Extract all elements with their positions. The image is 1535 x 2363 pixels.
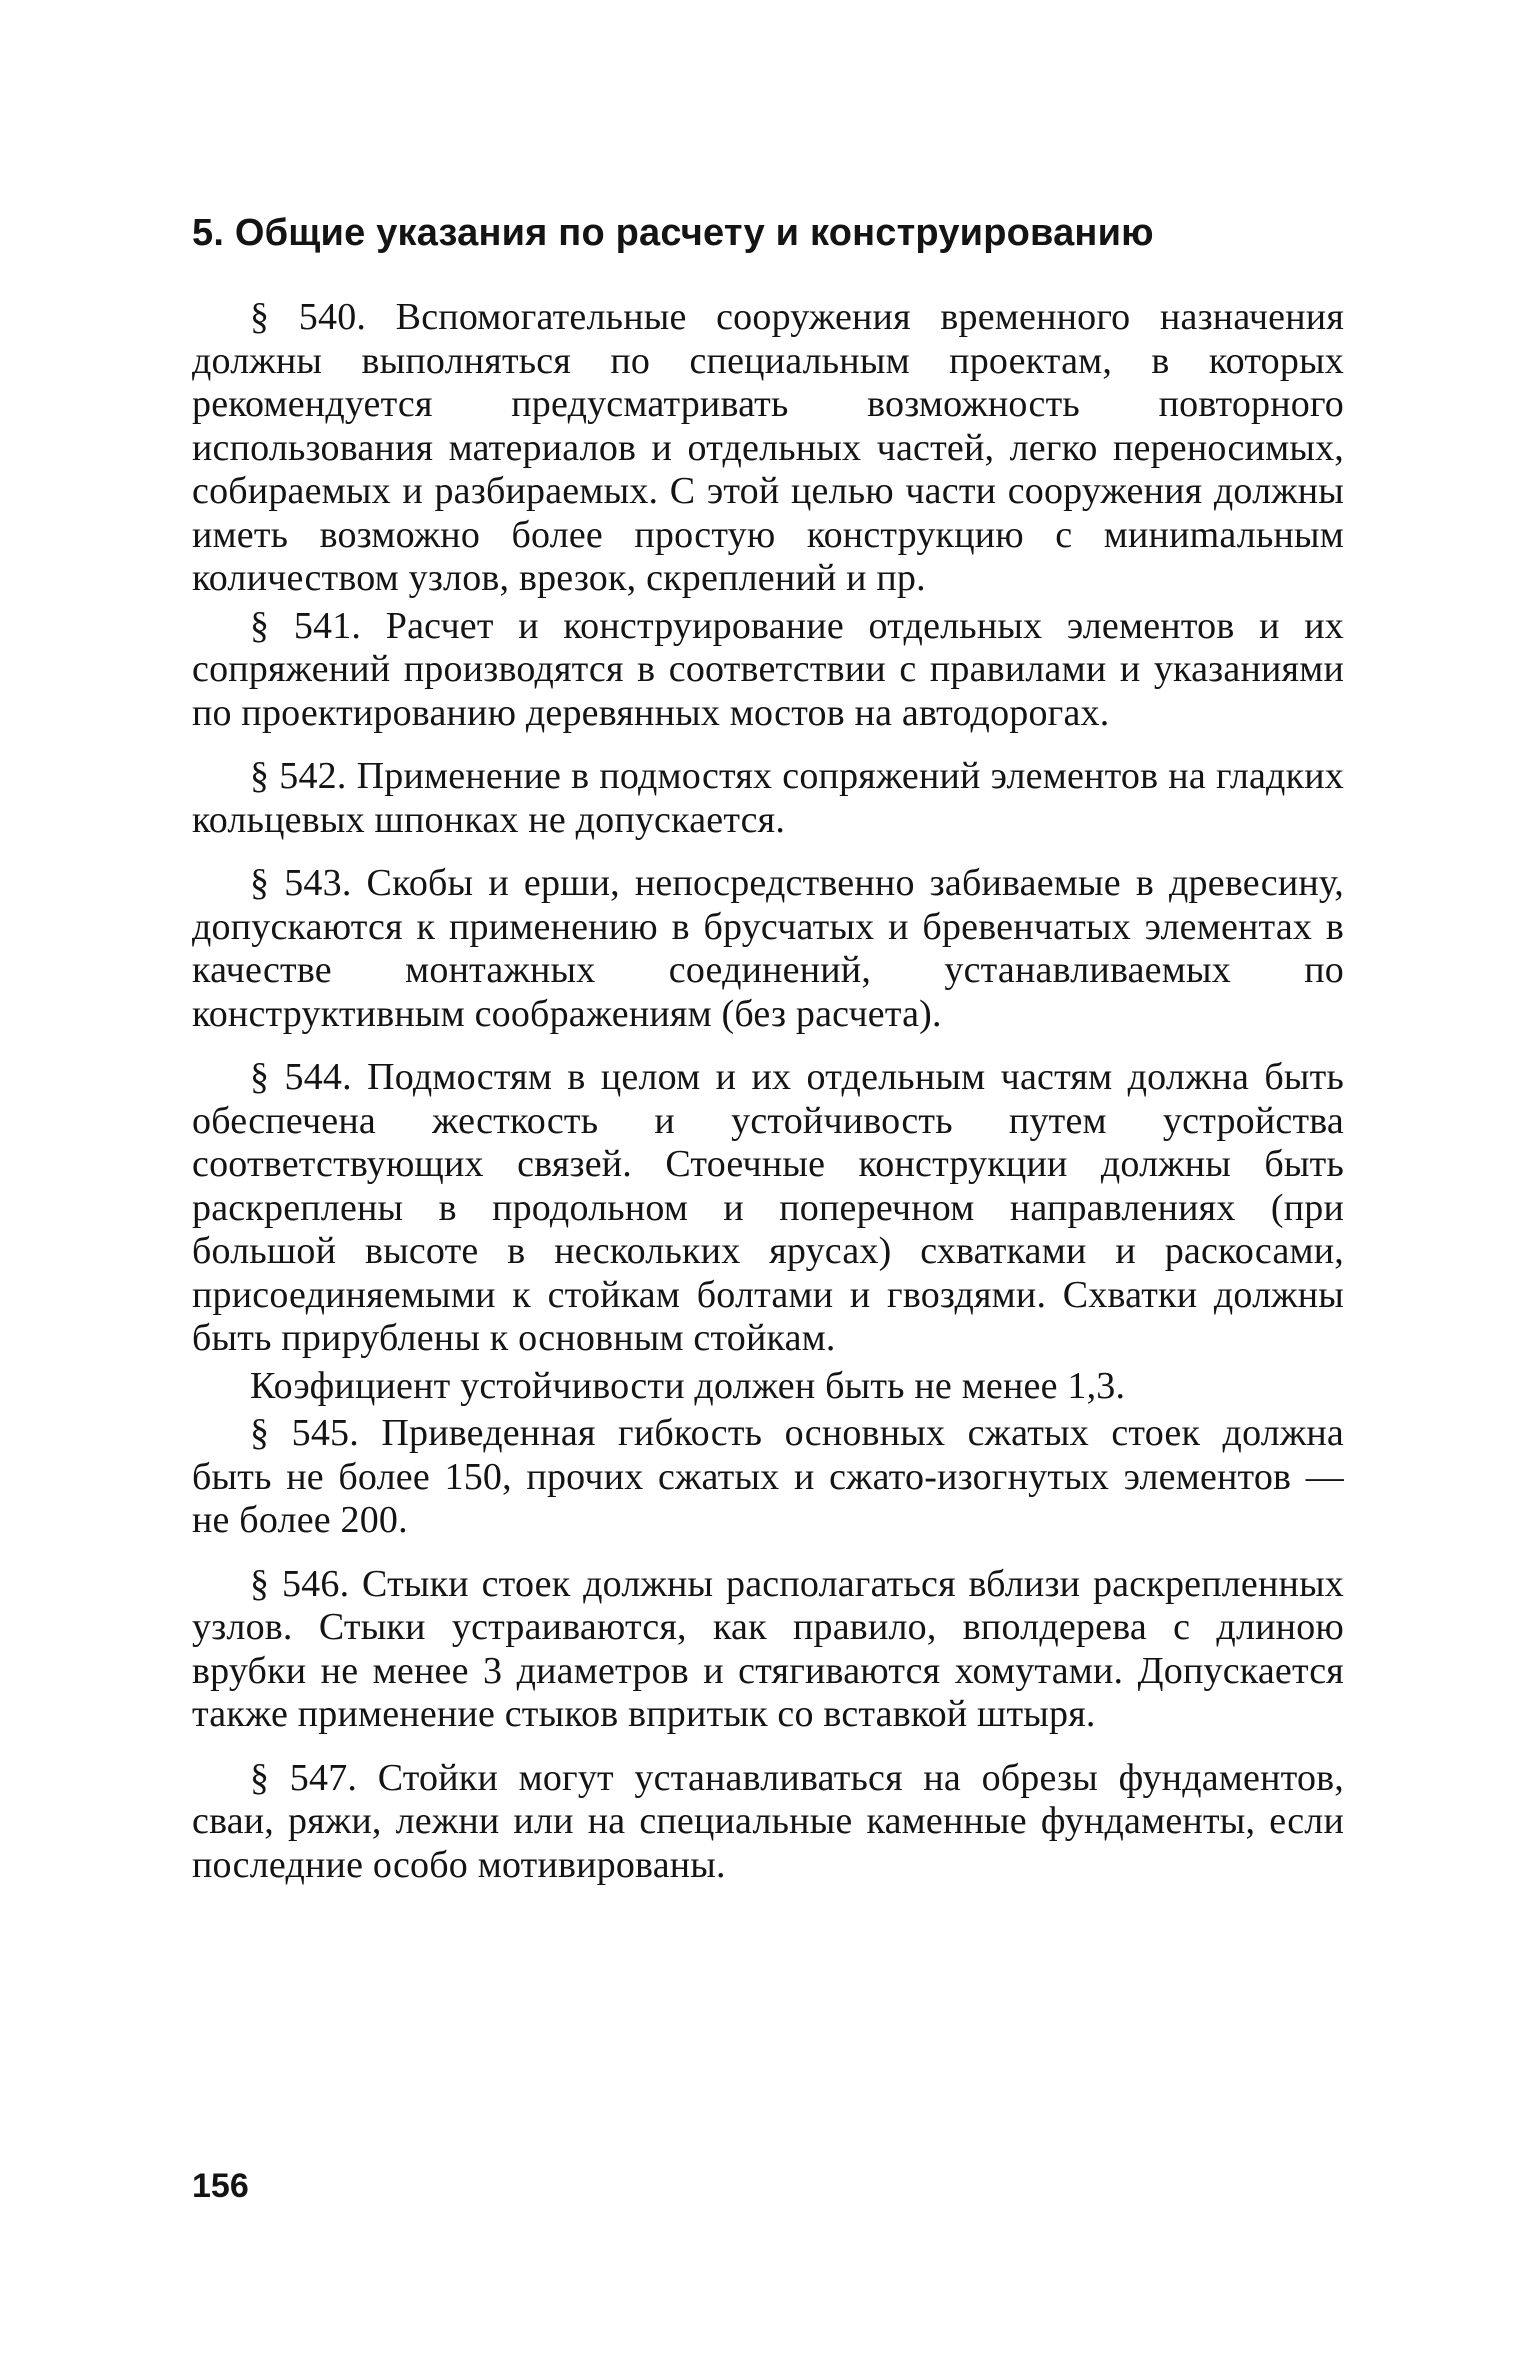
paragraph-542: § 542. Применение в подмостях сопряжений элементов на гладких кольцевых шпонках не допускается. — [192, 755, 1344, 841]
paragraph-547: § 547. Стойки могут устанавливаться на обрезы фундаментов, сваи, ряжи, лежни или на специальные каменные фундаменты, если последние особо мотивированы. — [192, 1756, 1344, 1886]
paragraph-543: § 543. Скобы и ерши, непосредственно забиваемые в древесину, допускаются к применению в брусчатых и бревенчатых элементах в качестве монтажных соединений, устанавливаемых по конструктивным соображениям (без расчета). — [192, 862, 1344, 1035]
paragraph-544: § 544. Подмостям в целом и их отдельным частям должна быть обеспечена жесткость и устойчивость путем устройства соответствующих связей. Стоечные конструкции должны быть раскреплены в продольном и поперечном направлениях (при большой высоте в нескольких ярусах) схватками и раскосами, присоединяемыми к стойкам болтами и гвоздями. Схватки должны быть прирублены к основным стойкам. — [192, 1056, 1344, 1359]
paragraph-546: § 546. Стыки стоек должны располагаться вблизи раскрепленных узлов. Стыки устраиваются, как правило, вполдерева с длиною врубки не менее 3 диаметров и стягиваются хомутами. Допускается также применение стыков впритык со вставкой штыря. — [192, 1562, 1344, 1735]
section-heading: 5. Общие указания по расчету и конструированию — [192, 212, 1154, 254]
paragraph-540: § 540. Вспомогательные сооружения временного назначения должны выполняться по специальным проектам, в которых рекомендуется предусматривать возможность повторного использования материалов и отдельных частей, легко переносимых, собираемых и разбираемых. С этой целью части сооружения должны иметь возможно более простую конструкцию с миниmальным количеством узлов, врезок, скреплений и пр. — [192, 296, 1344, 599]
page-body — [192, 210, 1344, 1887]
page-number: 156 — [192, 2167, 249, 2205]
paragraph-541: § 541. Расчет и конструирование отдельных элементов и их сопряжений производятся в соответствии с правилами и указаниями по проектированию деревянных мостов на автодорогах. — [192, 604, 1344, 734]
paragraph-545: § 545. Приведенная гибкость основных сжатых стоек должна быть не более 150, прочих сжатых и сжато-изогнутых элементов — не более 200. — [192, 1412, 1344, 1541]
paragraph-stability-coefficient: Коэфициент устойчивости должен быть не менее 1,3. — [250, 1364, 1126, 1407]
